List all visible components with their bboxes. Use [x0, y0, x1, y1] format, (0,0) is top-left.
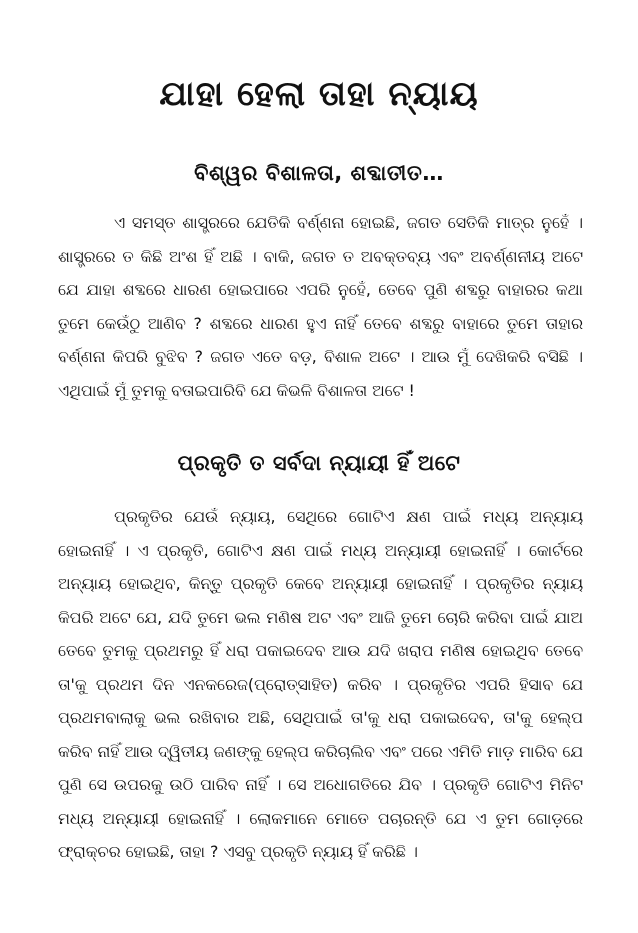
paragraph-nature-justice	[58, 500, 583, 869]
section-heading-nature-justice: ପ୍ରକୃତି ତ ସର୍ବଦା ନ୍ୟାୟୀ ହିଁ ଅଟେ	[177, 451, 461, 475]
page-title: ଯାହା ହେଲା ତାହା ନ୍ୟାୟ	[159, 74, 479, 114]
paragraph-text: ପ୍ରକୃତିର ଯେଉଁ ନ୍ୟାୟ, ସେଥିରେ ଗୋଟିଏ କ୍ଷଣ ପାଇଁ ମଧ୍ୟ ଅନ୍ୟାୟ ହୋଇନାହିଁ । ଏ ପ୍ରକୃତି, ଗୋଟିଏ କ୍ଷଣ ପାଇଁ ମଧ୍ୟ ଅନ୍ୟାୟୀ ହୋଇନାହିଁ । କୋର୍ଟରେ ଅନ୍ୟାୟ ହୋଇଥିବ, କିନ୍ତୁ ପ୍ରକୃତି କେବେ ଅନ୍ୟାୟୀ ହୋଇନାହିଁ । ପ୍ରକୃତିର ନ୍ୟାୟ କିପରି ଅଟେ ଯେ, ଯଦି ତୁମେ ଭଲ ମଣିଷ ଅଟ ଏବଂ ଆଜି ତୁମେ ଚୋରି କରିବା ପାଇଁ ଯାଅ ତେବେ ତୁମକୁ ପ୍ରଥମରୁ ହିଁ ଧରା ପକାଇଦେବ ଆଉ ଯଦି ଖରାପ ମଣିଷ ହୋଇଥିବ ତେବେ ତା'କୁ ପ୍ରଥମ ଦିନ ଏନକରେଜ(ପ୍ରୋତ୍ସାହିତ) କରିବ । ପ୍ରକୃତିର ଏପରି ହିସାବ ଯେ ପ୍ରଥମବାଲାକୁ ଭଲ ରଖିବାର ଅଛି, ସେଥିପାଇଁ ତା'କୁ ଧରା ପକାଇଦେବ, ତା'କୁ ହେଲ୍ପ କରିବ ନାହିଁ ଆଉ ଦ୍ୱିତୀୟ ଜଣଙ୍କୁ ହେଲ୍ପ କରିଚାଲିବ ଏବଂ ପରେ ଏମିତି ମାଡ଼ ମାରିବ ଯେ ପୁଣି ସେ ଉପରକୁ ଉଠି ପାରିବ ନାହିଁ । ସେ ଅଧୋଗତିରେ ଯିବ । ପ୍ରକୃତି ଗୋଟିଏ ମିନିଟ ମଧ୍ୟ ଅନ୍ୟାୟୀ ହୋଇନାହିଁ । ଲୋକମାନେ ମୋତେ ପଚାରନ୍ତି ଯେ ଏ ତୁମ ଗୋଡ଼ରେ ଫ୍ରାକ୍‌ଚର ହୋଇଛି, ତାହା ? ଏସବୁ ପ୍ରକୃତି ନ୍ୟାୟ ହିଁ କରିଛି ।	[58, 507, 583, 861]
paragraph-vastness	[58, 206, 583, 407]
section-heading-vastness: ବିଶ୍ୱର ବିଶାଳତା, ଶବ୍ଦାତୀତ…	[194, 161, 444, 185]
paragraph-text: ଏ ସମସ୍ତ ଶାସ୍ତ୍ରରେ ଯେତିକି ବର୍ଣ୍ଣନା ହୋଇଛି, ଜଗତ ସେତିକି ମାତ୍ର ନୁହେଁ । ଶାସ୍ତ୍ରରେ ତ କିଛି ଅଂଶ ହିଁ ଅଛି । ବାକି, ଜଗତ ତ ଅବକ୍ତବ୍ୟ ଏବଂ ଅବର୍ଣ୍ଣନୀୟ ଅଟେ ଯେ ଯାହା ଶବ୍ଦରେ ଧାରଣ ହୋଇପାରେ ଏପରି ନୁହେଁ, ତେବେ ପୁଣି ଶବ୍ଦରୁ ବାହାରର କଥା ତୁମେ କେଉଁଠୁ ଆଣିବ ? ଶବ୍ଦରେ ଧାରଣ ହୁଏ ନାହିଁ ତେବେ ଶବ୍ଦରୁ ବାହାରେ ତୁମେ ତାହାର ବର୍ଣ୍ଣନା କିପରି ବୁଝିବ ? ଜଗତ ଏତେ ବଡ଼, ବିଶାଳ ଅଟେ । ଆଉ ମୁଁ ଦେଖିକରି ବସିଛି । ଏଥିପାଇଁ ମୁଁ ତୁମକୁ ବତାଇପାରିବି ଯେ କିଭଳି ବିଶାଳତା ଅଟେ !	[58, 213, 583, 400]
